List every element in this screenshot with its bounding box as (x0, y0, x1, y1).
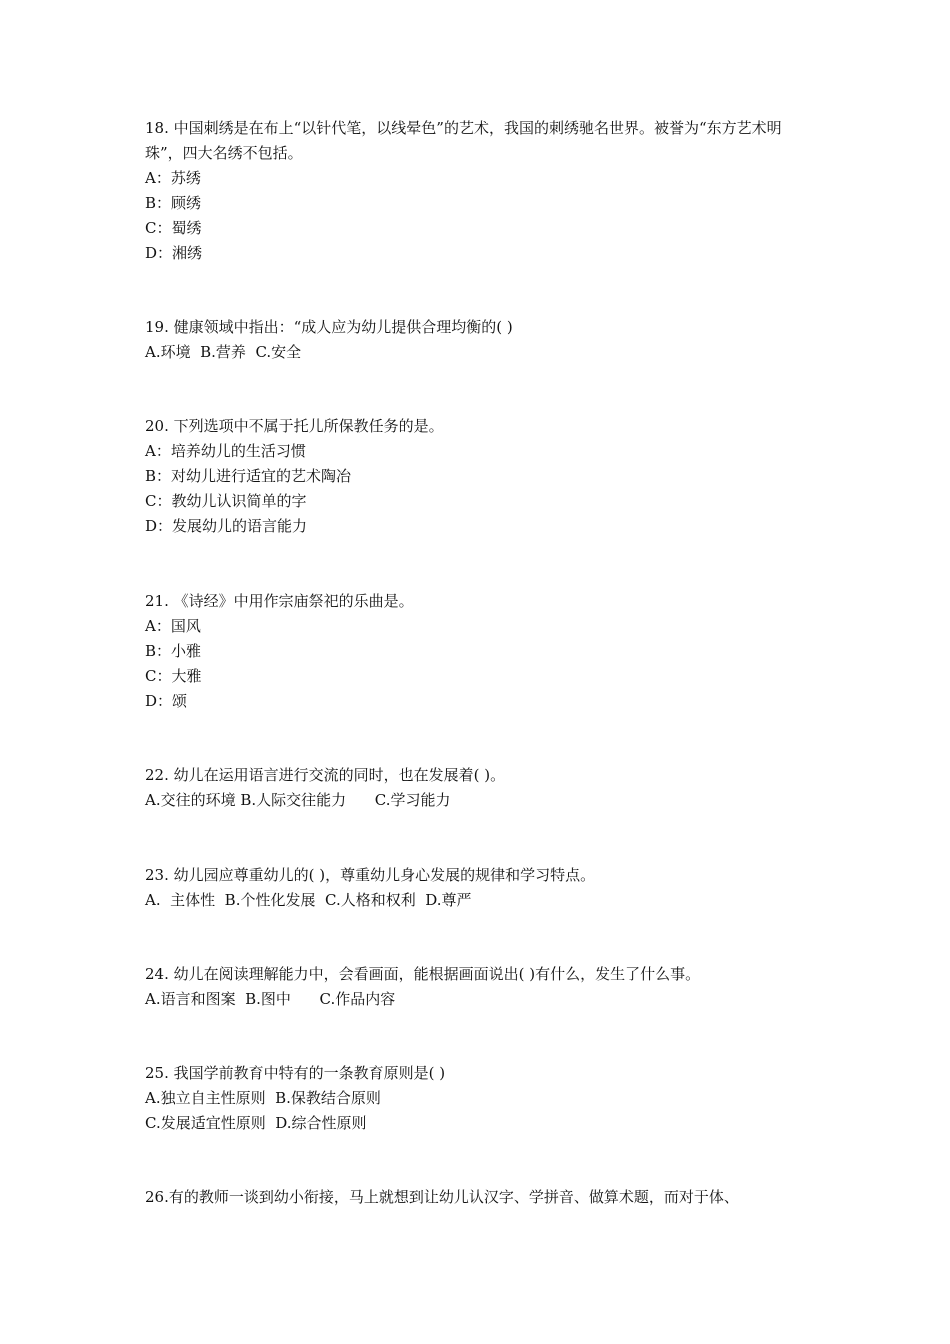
option-line-2: C.发展适宜性原则 D.综合性原则 (145, 1114, 367, 1132)
option-a: A：培养幼儿的生活习惯 (145, 442, 306, 460)
option-line: A. 主体性 B.个性化发展 C.人格和权利 D.尊严 (145, 891, 472, 909)
question-22 (145, 763, 815, 813)
option-b: B：对幼儿进行适宜的艺术陶冶 (145, 467, 352, 485)
option-c: C：大雅 (145, 667, 202, 685)
question-text: 22. 幼儿在运用语言进行交流的同时，也在发展着( )。 (145, 766, 506, 784)
question-text: 19. 健康领域中指出：“成人应为幼儿提供合理均衡的( ) (145, 318, 513, 336)
question-19 (145, 315, 815, 365)
question-text: 20. 下列选项中不属于托儿所保教任务的是。 (145, 417, 444, 435)
question-text: 25. 我国学前教育中特有的一条教育原则是( ) (145, 1064, 446, 1082)
option-line-1: A.独立自主性原则 B.保教结合原则 (145, 1089, 381, 1107)
question-26 (145, 1185, 815, 1210)
question-20 (145, 414, 815, 539)
question-text: 21. 《诗经》中用作宗庙祭祀的乐曲是。 (145, 592, 414, 610)
question-text: 23. 幼儿园应尊重幼儿的( )，尊重幼儿身心发展的规律和学习特点。 (145, 866, 596, 884)
option-d: D：湘绣 (145, 244, 203, 262)
option-c: C：蜀绣 (145, 219, 202, 237)
option-line: A.环境 B.营养 C.安全 (145, 343, 302, 361)
option-b: B：小雅 (145, 642, 202, 660)
question-text: 18. 中国刺绣是在布上“以针代笔，以线晕色”的艺术，我国的刺绣驰名世界。被誉为“东方艺术明珠”，四大名绣不包括。 (145, 119, 782, 162)
question-18 (145, 116, 815, 266)
option-d: D：发展幼儿的语言能力 (145, 517, 308, 535)
option-c: C：教幼儿认识简单的字 (145, 492, 307, 510)
option-a: A：苏绣 (145, 169, 201, 187)
option-d: D：颂 (145, 692, 188, 710)
question-24 (145, 962, 815, 1012)
question-21 (145, 589, 815, 714)
option-b: B：顾绣 (145, 194, 202, 212)
question-text: 24. 幼儿在阅读理解能力中，会看画面，能根据画面说出( )有什么，发生了什么事。 (145, 965, 701, 983)
question-23 (145, 863, 815, 913)
option-line: A.语言和图案 B.图中 C.作品内容 (145, 990, 396, 1008)
question-25 (145, 1061, 815, 1136)
option-a: A：国风 (145, 617, 201, 635)
option-line: A.交往的环境 B.人际交往能力 C.学习能力 (145, 791, 451, 809)
question-text: 26.有的教师一谈到幼小衔接，马上就想到让幼儿认汉字、学拼音、做算术题，而对于体、 (145, 1188, 739, 1206)
